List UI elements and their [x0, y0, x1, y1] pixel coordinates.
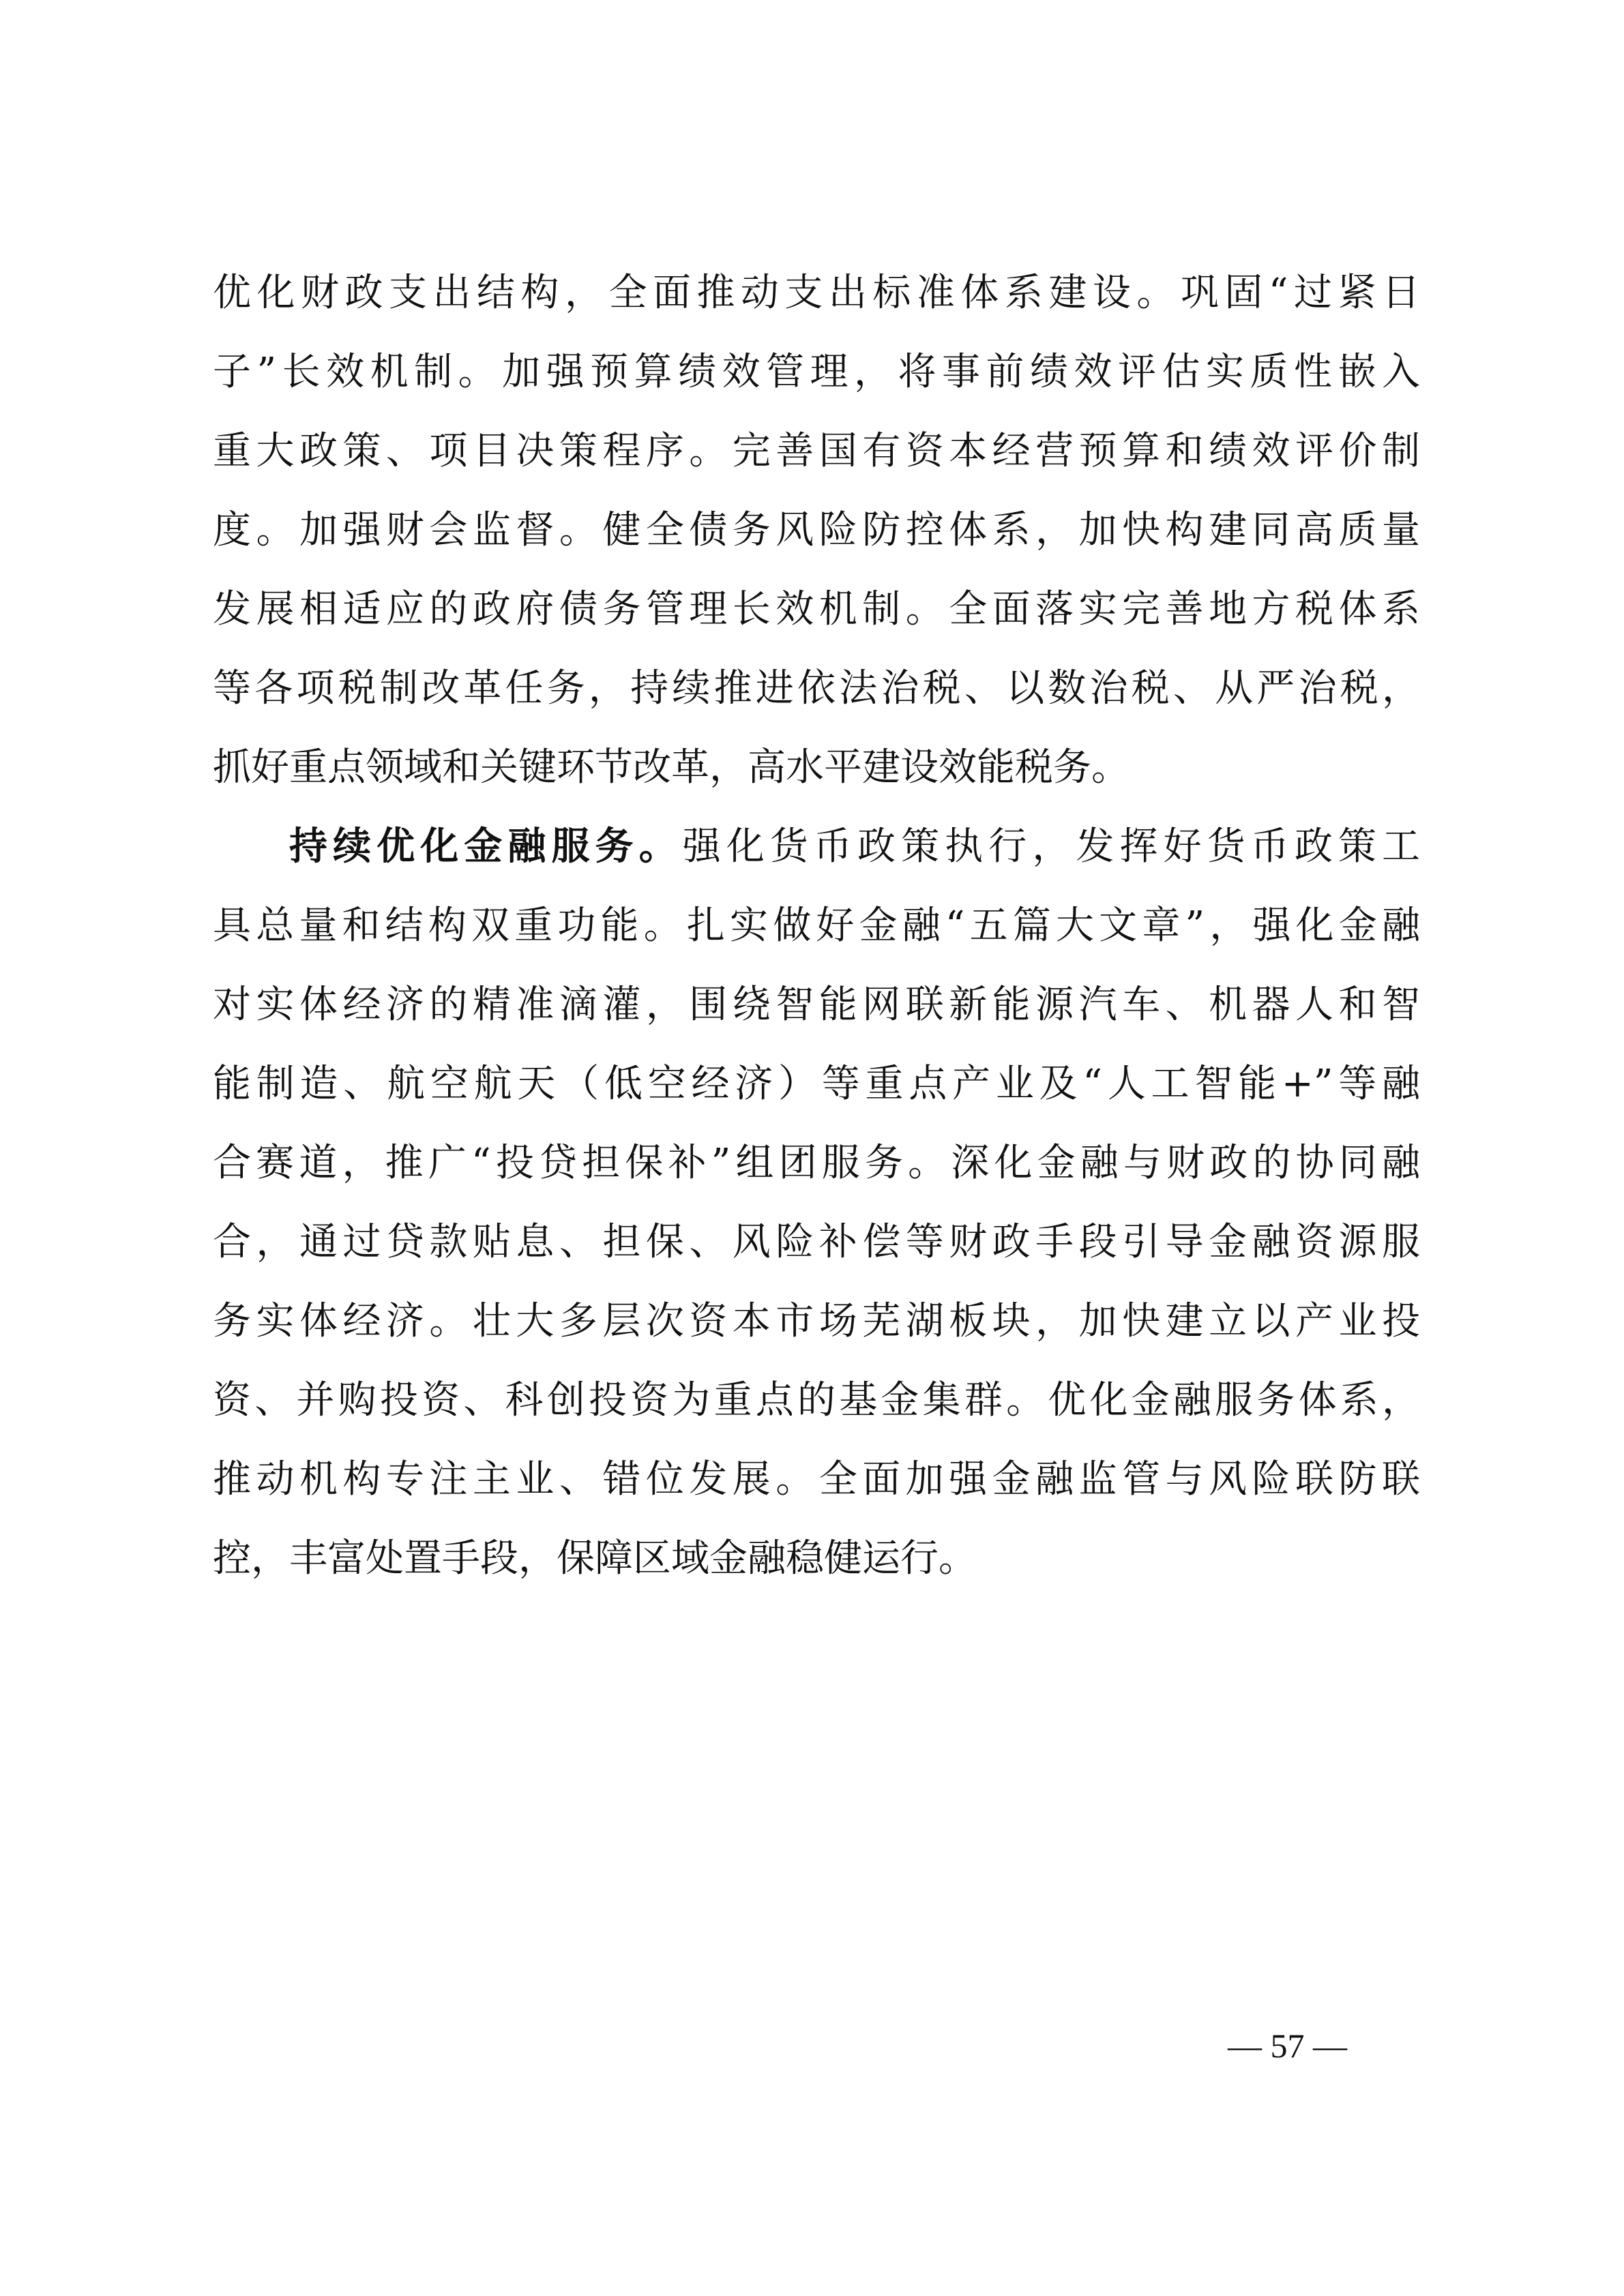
paragraph-heading: 持续优化金融服务。 — [289, 824, 683, 869]
text-line: 发展相适应的政府债务管理长效机制。全面落实完善地方税体系 — [213, 587, 1420, 631]
text-line: 合，通过贷款贴息、担保、风险补偿等财政手段引导金融资源服 — [213, 1220, 1420, 1264]
paragraph-first-line — [213, 807, 1420, 886]
text-line: 度。加强财会监督。健全债务风险防控体系，加快构建同高质量 — [213, 508, 1420, 552]
text-line: 控，丰富处置手段，保障区域金融稳健运行。 — [213, 1536, 977, 1581]
text-line: 务实体经济。壮大多层次资本市场芜湖板块，加快建立以产业投 — [213, 1299, 1420, 1343]
text-line: 对实体经济的精准滴灌，围绕智能网联新能源汽车、机器人和智 — [213, 983, 1420, 1027]
text-line: 等各项税制改革任务，持续推进依法治税、以数治税、从严治税， — [213, 666, 1420, 711]
text-line: 优化财政支出结构，全面推动支出标准体系建设。巩固“过紧日 — [213, 271, 1420, 315]
text-line: 能制造、航空航天（低空经济）等重点产业及“人工智能+”等融 — [213, 1062, 1420, 1106]
body-text — [213, 254, 1420, 1598]
text-line: 合赛道，推广“投贷担保补”组团服务。深化金融与财政的协同融 — [213, 1141, 1420, 1185]
paragraph-financial-services — [213, 807, 1420, 1598]
text-run: 强化货币政策执行，发挥好货币政策工 — [682, 824, 1421, 869]
text-line: 推动机构专注主业、错位发展。全面加强金融监管与风险联防联 — [213, 1457, 1420, 1502]
text-line: 抓好重点领域和关键环节改革，高水平建设效能税务。 — [213, 745, 1130, 790]
paragraph-fiscal — [213, 254, 1420, 807]
text-line: 重大政策、项目决策程序。完善国有资本经营预算和绩效评价制 — [213, 429, 1420, 473]
text-line: 具总量和结构双重功能。扎实做好金融“五篇大文章”，强化金融 — [213, 904, 1420, 948]
text-line: 子”长效机制。加强预算绩效管理，将事前绩效评估实质性嵌入 — [213, 350, 1420, 394]
page-number: — 57 — — [1228, 2027, 1347, 2065]
text-line: 资、并购投资、科创投资为重点的基金集群。优化金融服务体系， — [213, 1378, 1420, 1422]
